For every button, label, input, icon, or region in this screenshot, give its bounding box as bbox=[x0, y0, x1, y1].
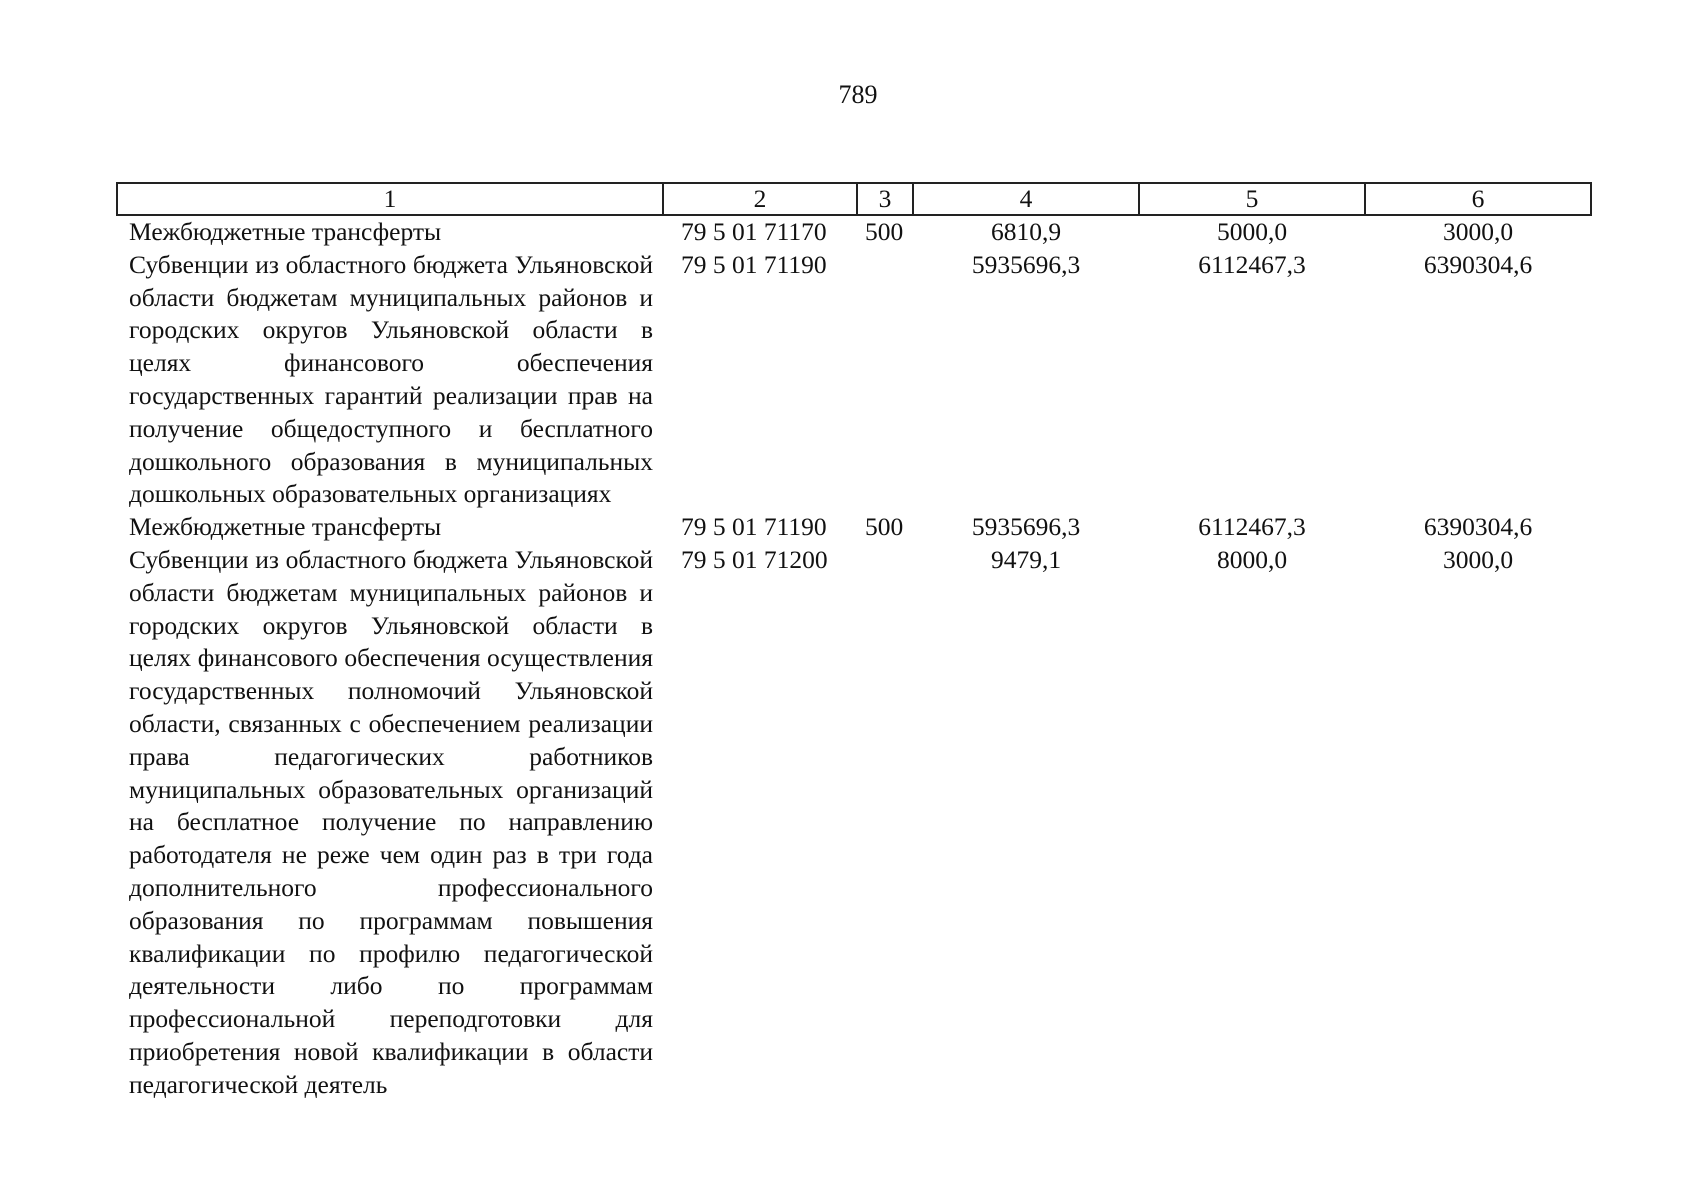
row-value-4: 9479,1 bbox=[990, 544, 1062, 574]
row-value-5: 5000,0 bbox=[1216, 217, 1288, 246]
row-code: 79 5 01 71190 bbox=[681, 249, 827, 279]
table-body bbox=[117, 215, 1591, 1102]
row-value-6: 3000,0 bbox=[1442, 217, 1514, 246]
page-number: 789 bbox=[838, 80, 878, 109]
row-value-6: 6390304,6 bbox=[1423, 249, 1533, 279]
header-row bbox=[117, 183, 1591, 215]
column-header-1: 1 bbox=[117, 183, 663, 215]
table-row bbox=[117, 249, 1591, 511]
row-value-5: 6112467,3 bbox=[1198, 249, 1306, 279]
row-code: 79 5 01 71200 bbox=[681, 544, 828, 574]
table-row bbox=[117, 511, 1591, 544]
row-value-4: 6810,9 bbox=[990, 217, 1062, 246]
row-expense-type bbox=[857, 249, 913, 511]
column-header-3: 3 bbox=[857, 183, 913, 215]
row-code: 79 5 01 71190 bbox=[681, 512, 827, 542]
row-value-5: 6112467,3 bbox=[1198, 512, 1306, 542]
row-value-5: 8000,0 bbox=[1216, 544, 1288, 574]
row-name: Межбюджетные трансферты bbox=[129, 217, 442, 246]
column-header-2: 2 bbox=[663, 183, 857, 215]
row-expense-type bbox=[857, 544, 913, 1102]
budget-table bbox=[116, 182, 1592, 1102]
column-header-6: 6 bbox=[1365, 183, 1591, 215]
row-name: Субвенции из областного бюджета Ульяновской области бюджетам муниципальных районов и городских округов Ульяновской области в целях финансового обеспечения осуществления государственных полномочий Ульяновской области, связанных с обеспечением реализации права педагогических работников муниципальных образовательных организаций на бесплатное получение по направлению работодателя не реже чем один раз в три года дополнительного профессионального образования по программам повышения квалификации по профилю педагогической деятельности либо по программам профессиональной переподготовки для приобретения новой квалификации в области педагогической деятель bbox=[129, 544, 653, 1099]
row-expense-type: 500 bbox=[865, 512, 904, 542]
table-row bbox=[117, 544, 1591, 1102]
column-header-5: 5 bbox=[1139, 183, 1365, 215]
row-code: 79 5 01 71170 bbox=[681, 217, 827, 246]
row-name: Субвенции из областного бюджета Ульяновской области бюджетам муниципальных районов и городских округов Ульяновской области в целях финансового обеспечения государственных гарантий реализации прав на получение общедоступного и бесплатного дошкольного образования в муниципальных дошкольных образовательных организациях bbox=[129, 249, 653, 509]
table-header bbox=[117, 183, 1591, 215]
table-row bbox=[117, 215, 1591, 249]
row-value-6: 3000,0 bbox=[1442, 544, 1514, 574]
row-name: Межбюджетные трансферты bbox=[129, 512, 442, 542]
row-expense-type: 500 bbox=[865, 217, 904, 246]
column-header-4: 4 bbox=[913, 183, 1139, 215]
row-value-4: 5935696,3 bbox=[971, 512, 1081, 542]
row-value-6: 6390304,6 bbox=[1423, 512, 1533, 542]
row-value-4: 5935696,3 bbox=[971, 249, 1081, 279]
